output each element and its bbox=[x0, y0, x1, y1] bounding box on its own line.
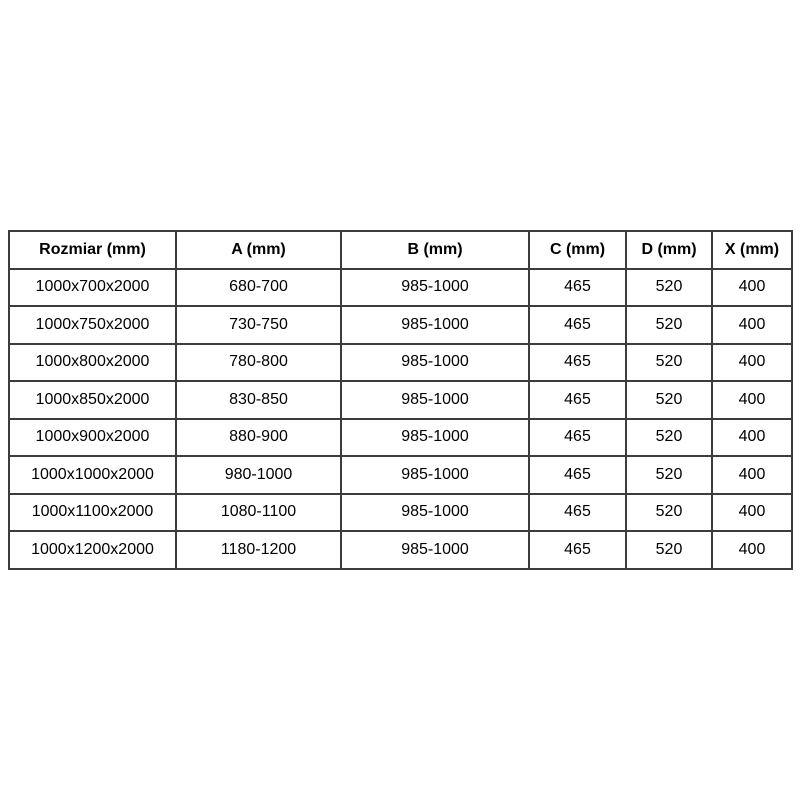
table-cell: 985-1000 bbox=[341, 306, 529, 344]
table-cell: 1080-1100 bbox=[176, 494, 341, 532]
table-cell: 985-1000 bbox=[341, 494, 529, 532]
table-cell: 400 bbox=[712, 531, 792, 569]
table-cell: 400 bbox=[712, 381, 792, 419]
table-cell: 520 bbox=[626, 344, 712, 382]
table-cell: 465 bbox=[529, 344, 626, 382]
table-cell: 880-900 bbox=[176, 419, 341, 457]
table-row bbox=[9, 344, 792, 382]
table-cell: 985-1000 bbox=[341, 456, 529, 494]
column-header: B (mm) bbox=[341, 231, 529, 269]
table-cell: 400 bbox=[712, 456, 792, 494]
table-header bbox=[9, 231, 792, 269]
table-cell: 465 bbox=[529, 306, 626, 344]
table-cell: 1000x850x2000 bbox=[9, 381, 176, 419]
table-cell: 520 bbox=[626, 531, 712, 569]
table-cell: 520 bbox=[626, 419, 712, 457]
table-row bbox=[9, 306, 792, 344]
table-cell: 1000x800x2000 bbox=[9, 344, 176, 382]
table-cell: 980-1000 bbox=[176, 456, 341, 494]
table-row bbox=[9, 494, 792, 532]
table-cell: 1000x1000x2000 bbox=[9, 456, 176, 494]
header-row bbox=[9, 231, 792, 269]
table-cell: 400 bbox=[712, 419, 792, 457]
table-cell: 730-750 bbox=[176, 306, 341, 344]
table-cell: 465 bbox=[529, 381, 626, 419]
dimensions-table-container bbox=[8, 230, 793, 570]
table-cell: 1000x1200x2000 bbox=[9, 531, 176, 569]
column-header: X (mm) bbox=[712, 231, 792, 269]
table-cell: 1000x900x2000 bbox=[9, 419, 176, 457]
table-cell: 520 bbox=[626, 269, 712, 307]
table-cell: 1000x700x2000 bbox=[9, 269, 176, 307]
table-cell: 1180-1200 bbox=[176, 531, 341, 569]
table-cell: 465 bbox=[529, 494, 626, 532]
table-cell: 465 bbox=[529, 456, 626, 494]
table-cell: 400 bbox=[712, 269, 792, 307]
table-cell: 400 bbox=[712, 494, 792, 532]
table-row bbox=[9, 381, 792, 419]
table-row bbox=[9, 531, 792, 569]
table-cell: 520 bbox=[626, 381, 712, 419]
column-header: A (mm) bbox=[176, 231, 341, 269]
table-cell: 520 bbox=[626, 456, 712, 494]
column-header: C (mm) bbox=[529, 231, 626, 269]
table-cell: 465 bbox=[529, 531, 626, 569]
table-cell: 520 bbox=[626, 306, 712, 344]
table-row bbox=[9, 269, 792, 307]
table-cell: 985-1000 bbox=[341, 344, 529, 382]
table-cell: 1000x1100x2000 bbox=[9, 494, 176, 532]
dimensions-table bbox=[8, 230, 793, 570]
table-cell: 985-1000 bbox=[341, 531, 529, 569]
column-header: Rozmiar (mm) bbox=[9, 231, 176, 269]
table-row bbox=[9, 456, 792, 494]
table-cell: 465 bbox=[529, 419, 626, 457]
table-cell: 1000x750x2000 bbox=[9, 306, 176, 344]
column-header: D (mm) bbox=[626, 231, 712, 269]
table-cell: 985-1000 bbox=[341, 419, 529, 457]
table-cell: 985-1000 bbox=[341, 269, 529, 307]
table-cell: 830-850 bbox=[176, 381, 341, 419]
table-cell: 520 bbox=[626, 494, 712, 532]
table-body bbox=[9, 269, 792, 569]
table-cell: 400 bbox=[712, 344, 792, 382]
table-cell: 985-1000 bbox=[341, 381, 529, 419]
table-cell: 400 bbox=[712, 306, 792, 344]
table-row bbox=[9, 419, 792, 457]
table-cell: 465 bbox=[529, 269, 626, 307]
table-cell: 780-800 bbox=[176, 344, 341, 382]
table-cell: 680-700 bbox=[176, 269, 341, 307]
